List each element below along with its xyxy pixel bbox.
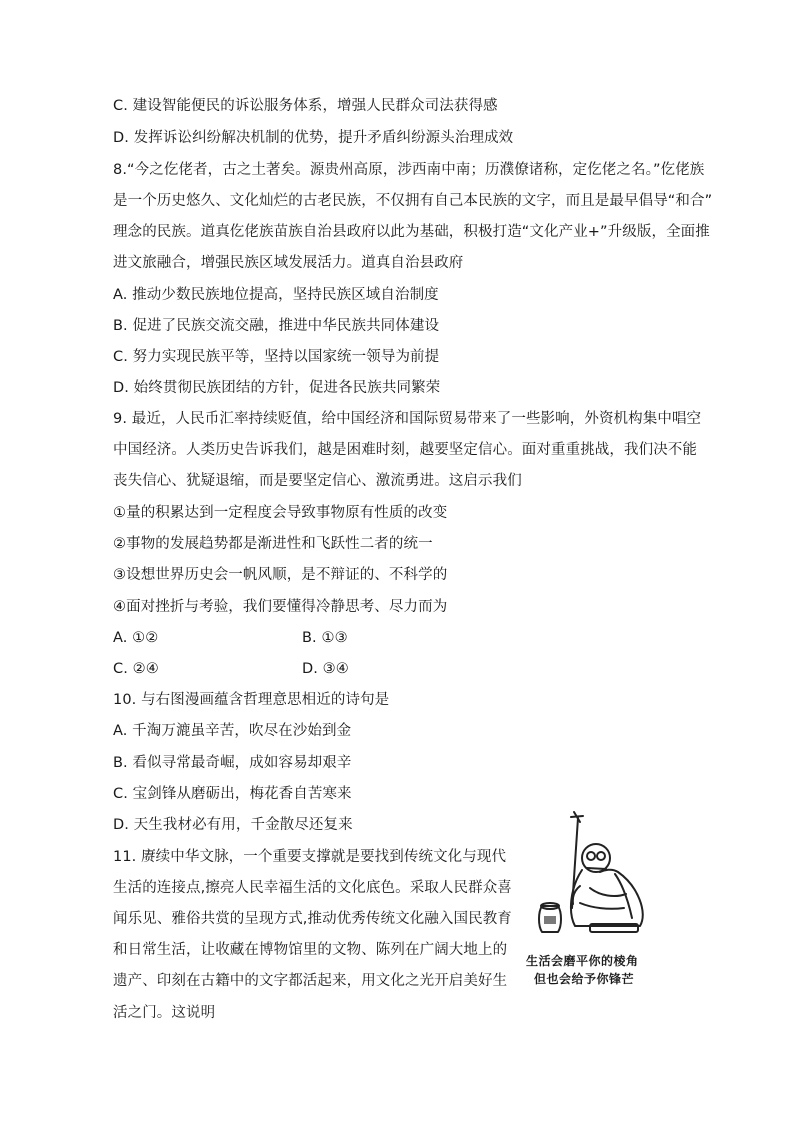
option-a-q10: A. 千淘万漉虽辛苦，吹尽在沙始到金 (113, 723, 352, 739)
question-11-text: 和日常生活，让收藏在博物馆里的文物、陈列在广阔大地上的 (113, 942, 508, 958)
option-b-q8: B. 促进了民族交流交融，推进中华民族共同体建设 (113, 318, 440, 334)
option-d-q9: D. ③④ (302, 661, 349, 677)
cartoon-caption: 但也会给予你锋芒 (534, 972, 635, 986)
option-c-q8: C. 努力实现民族平等，坚持以国家统一领导为前提 (113, 349, 440, 365)
question-11-text: 闻乐见、雅俗共赏的呈现方式,推动优秀传统文化融入国民教育 (113, 911, 512, 927)
option-c-q10: C. 宝剑锋从磨砺出，梅花香自苦寒来 (113, 786, 352, 802)
option-c-q7: C. 建设智能便民的诉讼服务体系，增强人民群众司法获得感 (113, 98, 498, 114)
question-8-text: 理念的民族。道真仡佬族苗族自治县政府以此为基础，积极打造“文化产业+”升级版，全面推 (113, 224, 710, 240)
cartoon-caption: 生活会磨平你的棱角 (526, 954, 639, 968)
statement-2: ②事物的发展趋势都是渐进性和飞跃性二者的统一 (113, 536, 433, 552)
question-10-text: 10. 与右图漫画蕴含哲理意思相近的诗句是 (113, 692, 390, 708)
question-11-text: 遗产、印刻在古籍中的文字都活起来，用文化之光开启美好生 (113, 973, 508, 989)
statement-3: ③设想世界历史会一帆风顺，是不辩证的、不科学的 (113, 567, 448, 583)
option-a-q8: A. 推动少数民族地位提高，坚持民族区域自治制度 (113, 287, 439, 303)
statement-1: ①量的积累达到一定程度会导致事物原有性质的改变 (113, 505, 448, 521)
option-c-q9: C. ②④ (113, 661, 159, 677)
option-d-q8: D. 始终贯彻民族团结的方针，促进各民族共同繁荣 (113, 380, 441, 396)
option-b-q10: B. 看似寻常最奇崛，成如容易却艰辛 (113, 755, 352, 771)
question-9-text: 9. 最近，人民币汇率持续贬值，给中国经济和国际贸易带来了一些影响，外资机构集中唱空 (113, 411, 702, 427)
question-9-text: 中国经济。人类历史告诉我们，越是困难时刻，越要坚定信心。面对重重挑战，我们决不能 (113, 442, 697, 458)
option-d-q10: D. 天生我材必有用，千金散尽还复来 (113, 817, 353, 833)
question-8-text: 是一个历史悠久、文化灿烂的古老民族，不仅拥有自己本民族的文字，而且是最早倡导“和合” (113, 193, 713, 209)
question-11-text: 11. 赓续中华文脉，一个重要支撑就是要找到传统文化与现代 (113, 849, 507, 865)
question-8-text: 进文旅融合，增强民族区域发展活力。道真自治县政府 (113, 255, 464, 271)
option-b-q9: B. ①③ (302, 630, 348, 646)
question-8-text: 8.“今之仡佬者，古之土著矣。源贵州高原，涉西南中南；历濮僚诸称，定仡佬之名。”仡佬族 (113, 162, 705, 178)
question-11-text: 活之门。这说明 (113, 1005, 216, 1021)
option-d-q7: D. 发挥诉讼纠纷解决机制的优势，提升矛盾纠纷源头治理成效 (113, 130, 514, 146)
option-a-q9: A. ①② (113, 630, 159, 646)
question-9-text: 丧失信心、犹疑退缩，而是要坚定信心、激流勇进。这启示我们 (113, 473, 522, 489)
statement-4: ④面对挫折与考验，我们要懂得冷静思考、尽力而为 (113, 599, 448, 615)
question-11-text: 生活的连接点,擦亮人民幸福生活的文化底色。采取人民群众喜 (113, 880, 512, 896)
